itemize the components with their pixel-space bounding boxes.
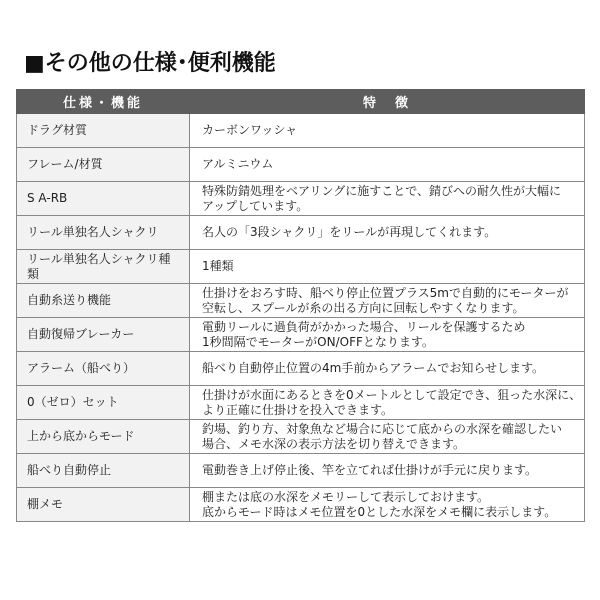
spec-feature-cell	[190, 488, 585, 522]
spec-name-cell: リール単独名人シャクリ種類	[17, 250, 190, 284]
spec-name-cell: S A-RB	[17, 182, 190, 216]
spec-name-cell: リール単独名人シャクリ	[17, 216, 190, 250]
feature-text-line: 場合、メモ水深の表示方法を切り替えできます。	[202, 436, 466, 451]
table-row	[17, 386, 585, 420]
feature-text-line: 釣場、釣り方、対象魚など場合に応じて底からの水深を確認したい	[202, 421, 563, 436]
spec-table	[16, 89, 585, 522]
spec-feature-cell	[190, 114, 585, 148]
spec-name-cell: 自動糸送り機能	[17, 284, 190, 318]
feature-text-line: 空転し、スプールが糸の出る方向に回転しやすくなります。	[202, 300, 525, 315]
spec-feature-cell	[190, 454, 585, 488]
table-row	[17, 352, 585, 386]
feature-text-line: 1秒間隔でモーターがON/OFFとなります。	[202, 334, 434, 349]
feature-text-line: 底からモード時はメモ位置を0とした水深をメモ欄に表示します。	[202, 504, 557, 519]
feature-text-line: 仕掛けが水面にあるときを0メートルとして設定でき、狙った水深に、	[202, 387, 582, 402]
feature-text-line: アップしています。	[202, 198, 309, 213]
feature-text-line: 電動巻き上げ停止後、竿を立てれば仕掛けが手元に戻ります。	[202, 463, 538, 477]
spec-feature-cell	[190, 386, 585, 420]
spec-name-cell: 棚メモ	[17, 488, 190, 522]
feature-text-line: 電動リールに過負荷がかかった場合、リールを保護するため	[202, 319, 526, 334]
feature-text-line: より正確に仕掛けを投入できます。	[202, 402, 394, 417]
table-row	[17, 454, 585, 488]
table-row	[17, 284, 585, 318]
spec-name-cell: 上から底からモード	[17, 420, 190, 454]
table-row	[17, 488, 585, 522]
table-row	[17, 318, 585, 352]
feature-text-line: 1種類	[202, 259, 234, 273]
spec-name-cell: 船べり自動停止	[17, 454, 190, 488]
spec-feature-cell	[190, 250, 585, 284]
spec-feature-cell	[190, 352, 585, 386]
spec-name-cell: フレーム/材質	[17, 148, 190, 182]
column-header-feature: 特 徴	[190, 90, 585, 114]
spec-feature-cell	[190, 284, 585, 318]
table-row	[17, 216, 585, 250]
table-row	[17, 114, 585, 148]
spec-feature-cell	[190, 148, 585, 182]
table-row	[17, 148, 585, 182]
spec-name-cell: アラーム（船べり）	[17, 352, 190, 386]
spec-feature-cell	[190, 318, 585, 352]
feature-text-line: 名人の「3段シャクリ」をリールが再現してくれます。	[202, 225, 497, 239]
table-header-row	[17, 90, 585, 114]
feature-text-line: 船べり自動停止位置の4m手前からアラームでお知らせします。	[202, 361, 545, 375]
spec-feature-cell	[190, 216, 585, 250]
table-body	[17, 114, 585, 522]
feature-text-line: 棚または底の水深をメモリーして表示しておけます。	[202, 489, 490, 504]
table-row	[17, 420, 585, 454]
feature-text-line: アルミニウム	[202, 157, 274, 171]
page-title: ■その他の仕様･便利機能	[24, 51, 276, 76]
column-header-spec: 仕様・機能	[17, 90, 190, 114]
spec-name-cell: 自動復帰ブレーカー	[17, 318, 190, 352]
table-row	[17, 182, 585, 216]
feature-text-line: 仕掛けをおろす時、船べり停止位置プラス5mで自動的にモーターが	[202, 285, 569, 300]
spec-feature-cell	[190, 182, 585, 216]
table-row	[17, 250, 585, 284]
spec-name-cell: ドラグ材質	[17, 114, 190, 148]
feature-text-line: 特殊防錆処理をベアリングに施すことで、錆びへの耐久性が大幅に	[202, 183, 562, 198]
spec-name-cell: 0（ゼロ）セット	[17, 386, 190, 420]
spec-feature-cell	[190, 420, 585, 454]
feature-text-line: カーボンワッシャ	[202, 123, 298, 137]
